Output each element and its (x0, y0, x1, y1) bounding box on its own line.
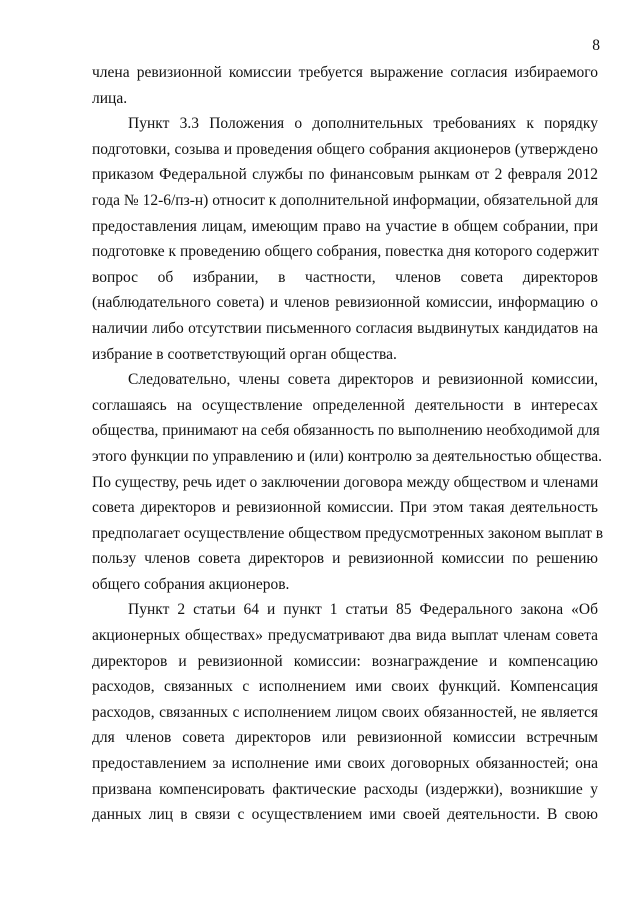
document-body (92, 60, 604, 828)
text-line: директоров и ревизионной комиссии: вознаграждение и компенсацию (92, 652, 598, 670)
paragraph (92, 111, 598, 367)
text-line: совета директоров и ревизионной комиссии. При этом такая деятельность (92, 499, 598, 517)
paragraph (92, 597, 598, 827)
text-line: Пункт 2 статьи 64 и пункт 1 статьи 85 Федерального закона «Об (128, 601, 598, 619)
paragraph (92, 60, 598, 111)
text-line: для членов совета директоров или ревизионной комиссии встречным (92, 729, 598, 747)
text-line: пользу членов совета директоров и ревизионной комиссии по решению (92, 550, 598, 568)
text-line: члена ревизионной комиссии требуется выражение согласия избираемого (92, 64, 598, 81)
text-line: По существу, речь идет о заключении договора между обществом и членами (92, 473, 599, 491)
text-line: Пункт 3.3 Положения о дополнительных требованиях к порядку (128, 115, 598, 133)
text-line: подготовки, созыва и проведения общего собрания акционеров (утверждено (92, 140, 598, 158)
text-line: расходов, связанных с исполнением лицом своих обязанностей, не является (92, 703, 598, 721)
text-line: избрание в соответствующий орган общества. (92, 345, 397, 363)
page-number: 8 (592, 37, 600, 54)
text-line: вопрос об избрании, в частности, членов совета директоров (92, 268, 598, 286)
text-line: наличии либо отсутствии письменного согласия выдвинутых кандидатов на (92, 319, 598, 337)
text-line: (наблюдательного совета) и членов ревизионной комиссии, информацию о (92, 294, 598, 312)
text-line: соглашаясь на осуществление определенной деятельности в интересах (92, 396, 598, 414)
text-line: призвана компенсировать фактические расходы (издержки), возникшие у (92, 780, 598, 798)
text-line: года № 12-6/пз-н) относит к дополнительной информации, обязательной для (92, 191, 599, 209)
text-line: общества, принимают на себя обязанность по выполнению необходимой для (92, 422, 600, 440)
text-line: акционерных обществах» предусматривают два вида выплат членам совета (92, 627, 598, 645)
text-line: лица. (92, 89, 128, 107)
text-line: предоставления лицам, имеющим право на участие в общем собрании, при (92, 217, 598, 235)
text-line: предполагает осуществление обществом предусмотренных законом выплат в (92, 524, 604, 542)
text-line: данных лиц в связи с осуществлением ими своей деятельности. В свою (92, 806, 598, 824)
text-line: подготовке к проведению общего собрания, повестка дня которого содержит (92, 243, 599, 261)
text-line: Следовательно, члены совета директоров и ревизионной комиссии, (128, 371, 598, 389)
text-line: этого функции по управлению и (или) контролю за деятельностью общества. (92, 447, 603, 465)
text-line: предоставлением за исполнение ими своих договорных обязанностей; она (92, 755, 598, 773)
text-line: общего собрания акционеров. (92, 575, 290, 593)
text-line: приказом Федеральной службы по финансовым рынкам от 2 февраля 2012 (92, 166, 598, 184)
text-line: расходов, связанных с исполнением ими своих функций. Компенсация (92, 678, 598, 696)
paragraph (92, 367, 604, 597)
